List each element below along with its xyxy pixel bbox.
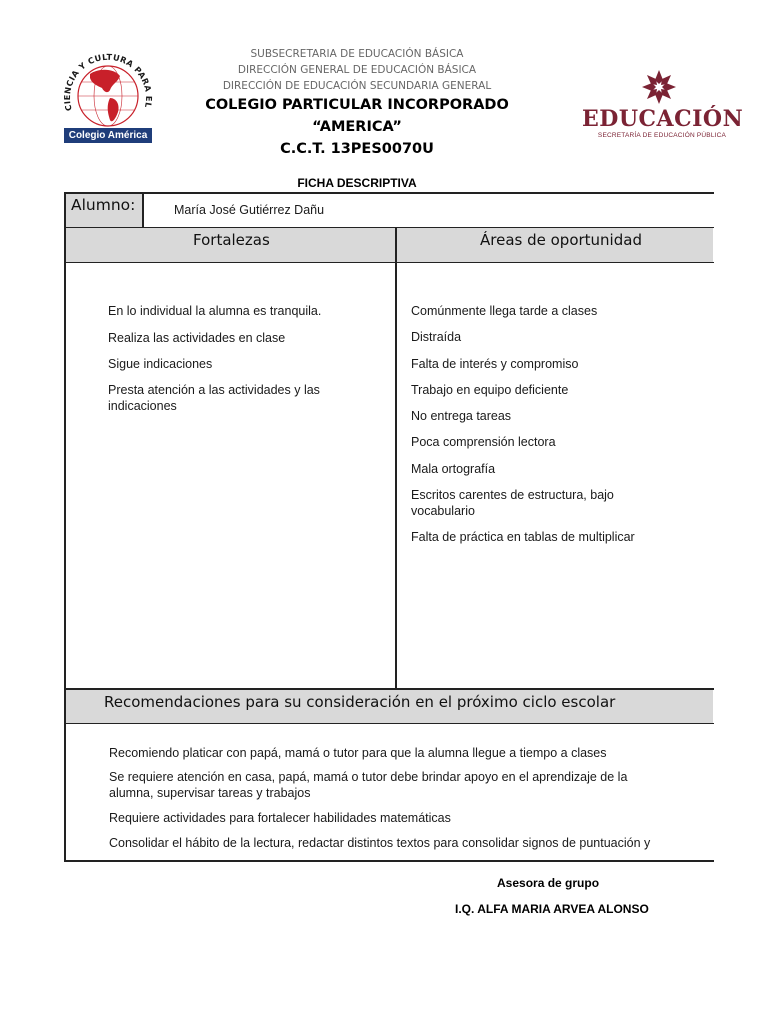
area-item: Poca comprensión lectora [411,435,556,449]
area-item: Mala ortografía [411,462,496,476]
student-name: María José Gutiérrez Dañu [174,203,325,217]
sep-logo-subtitle: SECRETARÍA DE EDUCACIÓN PÚBLICA [597,132,727,139]
fortaleza-item: Presta atención a las actividades y las indicaciones [108,383,320,413]
fortaleza-item: Realiza las actividades en clase [108,331,286,345]
recommendations-header: Recomendaciones para su consideración en el próximo ciclo escolar [104,693,616,711]
recommendation-item: Recomiendo platicar con papá, mamá o tutor para que la alumna llegue a tiempo a clases [109,746,607,760]
area-item: Trabajo en equipo deficiente [411,383,569,397]
fortaleza-item: Sigue indicaciones [108,357,213,371]
area-item: Distraída [411,330,462,344]
logo-ring-text: CIENCIA Y CULTURA PARA EL [61,51,155,113]
school-name: COLEGIO PARTICULAR INCORPORADO [205,97,509,113]
document-title: FICHA DESCRIPTIVA [297,176,417,190]
logo-banner-text: Colegio América [68,130,148,141]
recommendation-item: Se requiere atención en casa, papá, mamá o tutor debe brindar apoyo en el aprendizaje de la alumna, supervisar tareas y trabajos [109,770,628,800]
recommendation-item: Requiere actividades para fortalecer habilidades matemáticas [109,811,451,825]
area-item: Escritos carentes de estructura, bajo vocabulario [411,488,614,518]
area-item: Comúnmente llega tarde a clases [411,304,598,318]
recommendations-body [66,724,713,860]
area-item: Falta de interés y compromiso [411,357,579,371]
areas-header: Áreas de oportunidad [480,231,642,249]
school-cct: C.C.T. 13PES0070U [280,141,434,157]
sep-flower-icon [640,68,678,106]
sep-logo-title: EDUCACIÓN [582,106,744,132]
header-line-3: DIRECCIÓN DE EDUCACIÓN SECUNDARIA GENERAL [222,80,492,92]
area-item: Falta de práctica en tablas de multiplicar [411,530,635,544]
student-label: Alumno: [71,196,136,214]
signature-name: I.Q. ALFA MARIA ARVEA ALONSO [455,902,649,916]
fortaleza-item: En lo individual la alumna es tranquila. [108,304,322,318]
header-line-1: SUBSECRETARIA DE EDUCACIÓN BÁSICA [250,48,464,60]
school-name-2: “AMERICA” [312,119,402,135]
area-item: No entrega tareas [411,409,512,423]
recommendation-item: Consolidar el hábito de la lectura, redactar distintos textos para consolidar signos de puntuación y [109,836,651,850]
sep-educacion-logo [582,68,742,146]
fortalezas-header: Fortalezas [193,231,270,249]
signature-role: Asesora de grupo [497,876,600,890]
colegio-america-logo [58,48,158,148]
header-line-2: DIRECCIÓN GENERAL DE EDUCACIÓN BÁSICA [237,64,477,76]
